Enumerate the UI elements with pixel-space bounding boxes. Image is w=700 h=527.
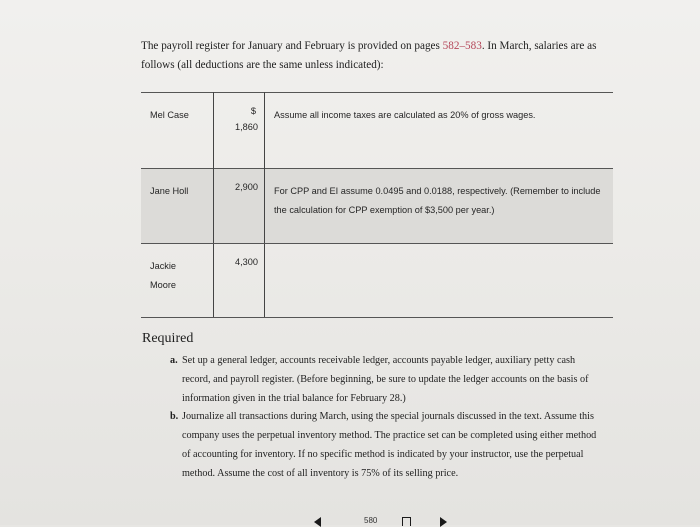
page-number: 580 — [364, 516, 378, 525]
intro-paragraph — [141, 37, 621, 75]
salary-note — [274, 244, 613, 257]
salary-table — [141, 92, 613, 318]
employee-name: Jane Holl — [150, 186, 189, 196]
previous-page-icon[interactable] — [314, 517, 321, 527]
employee-name: Mel Case — [150, 110, 189, 120]
page-footer — [300, 512, 470, 525]
item-label: b. — [170, 411, 179, 423]
table-row — [141, 169, 613, 244]
intro-text-before: The payroll register for January and February is provided on pages — [141, 40, 443, 52]
list-item — [170, 352, 600, 408]
required-heading: Required — [142, 331, 194, 346]
table-row — [141, 93, 613, 169]
currency-symbol: $ — [250, 106, 256, 116]
list-item — [170, 408, 600, 483]
employee-name: Jackie Moore — [150, 261, 177, 290]
table-row — [141, 244, 613, 318]
item-text: Journalize all transactions during March, using the special journals discussed in the text. Assume this company uses the perpetual inventory method. The practice set can be completed using either method of accounting for inventory. If no specific method is indicated by your instructor, use the perpetual method. Assume the cost of all inventory is 75% of its selling price. — [182, 411, 597, 479]
salary-note: For CPP and EI assume 0.0495 and 0.0188, respectively. (Remember to include the calculation for CPP exemption of $3,500 per year.) — [274, 186, 601, 215]
salary-amount: 1,860 — [235, 122, 258, 132]
salary-amount: 2,900 — [235, 182, 258, 192]
required-list — [170, 352, 600, 484]
intro-text-after: . In March, salaries are as follows (all deductions are the same unless indicated): — [141, 40, 597, 71]
page-reference-link[interactable]: 582–583 — [442, 40, 482, 52]
item-label: a. — [170, 355, 178, 366]
item-text: Set up a general ledger, accounts receivable ledger, accounts payable ledger, auxiliary petty cash record, and payroll register. (Before beginning, be sure to update the ledger accounts on the basis of information given in the trial balance for February 28.) — [182, 355, 589, 404]
salary-note: Assume all income taxes are calculated as 20% of gross wages. — [274, 110, 536, 120]
next-page-icon[interactable] — [440, 517, 447, 527]
salary-amount: 4,300 — [235, 257, 258, 267]
